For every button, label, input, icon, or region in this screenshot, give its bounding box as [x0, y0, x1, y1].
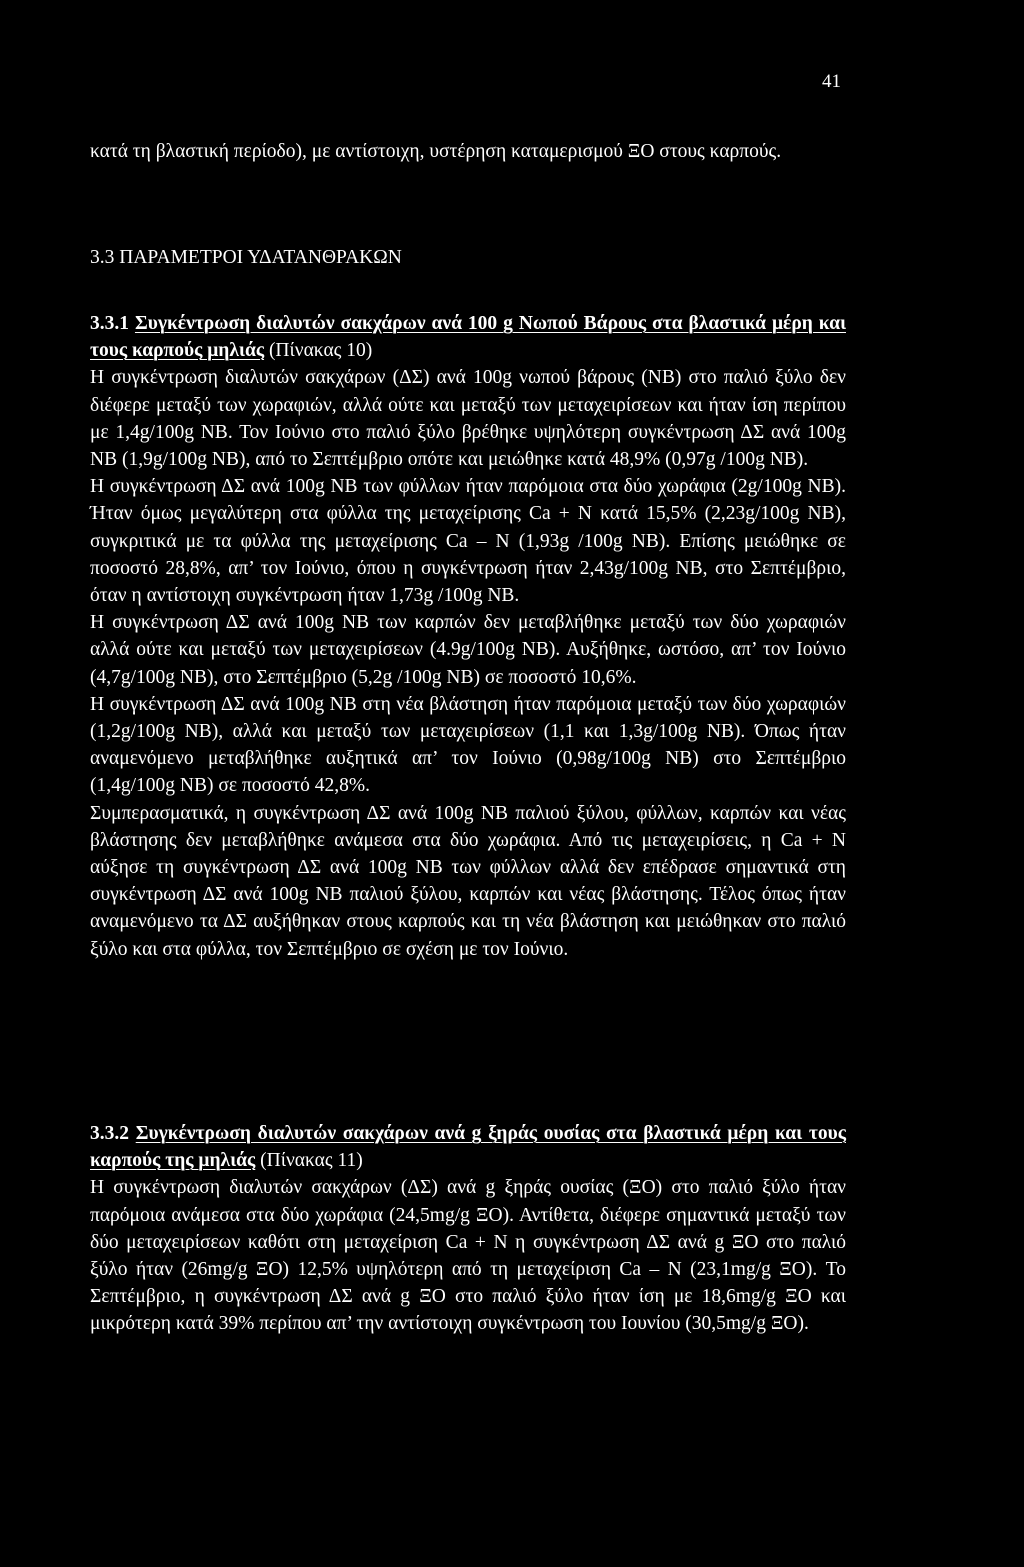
subsection-title: Συγκέντρωση διαλυτών σακχάρων ανά g ξηράς ουσίας στα βλαστικά μέρη και τους καρπούς της μηλιάς [90, 1123, 846, 1172]
table-reference: (Πίνακας 10) [268, 340, 373, 362]
section-title: 3.3 ΠΑΡΑΜΕΤΡΟΙ ΥΔΑΤΑΝΘΡΑΚΩΝ [90, 247, 402, 268]
continuation-paragraph [90, 138, 846, 165]
subsection-number: 3.3.2 [90, 1123, 129, 1144]
paragraph: Η συγκέντρωση διαλυτών σακχάρων (ΔΣ) ανά 100g νωπού βάρους (ΝΒ) στο παλιό ξύλο δεν διέφερε μεταξύ των χωραφιών, αλλά ούτε και μεταξύ των μεταχειρίσεων και ήταν ίση περίπου με 1,4g/100g ΝΒ. Τον Ιούνιο στο παλιό ξύλο βρέθηκε υψηλότερη συγκέντρωση ΔΣ ανά 100g ΝΒ (1,9g/100g ΝΒ), από το Σεπτέμβριο οπότε και μειώθηκε κατά 48,9% (0,97g /100g ΝΒ). [90, 367, 846, 471]
paragraph: Η συγκέντρωση ΔΣ ανά 100g ΝΒ στη νέα βλάστηση ήταν παρόμοια μεταξύ των δύο χωραφιών (1,2g/100g ΝΒ), αλλά και μεταξύ των μεταχειρίσεων (1,1 και 1,3g/100g ΝΒ). Όπως ήταν αναμενόμενο μεταβλήθηκε αυξητικά απ’ τον Ιούνιο (0,98g/100g ΝΒ) στο Σεπτέμβριο (1,4g/100g ΝΒ) σε ποσοστό 42,8%. [90, 693, 846, 797]
paragraph: Συμπερασματικά, η συγκέντρωση ΔΣ ανά 100g ΝΒ παλιού ξύλου, φύλλων, καρπών και νέας βλάστησης δεν μεταβλήθηκε ανάμεσα στα δύο χωράφια. Από τις μεταχειρίσεις, η Ca + N αύξησε τη συγκέντρωση ΔΣ ανά 100g ΝΒ των φύλλων αλλά δεν επέδρασε σημαντικά στη συγκέντρωση ΔΣ ανά 100g ΝΒ παλιού ξύλου, καρπών και νέας βλάστησης. Τέλος όπως ήταν αναμενόμενο τα ΔΣ αυξήθηκαν στους καρπούς και τη νέα βλάστηση και μειώθηκαν στο παλιό ξύλο και στα φύλλα, τον Σεπτέμβριο σε σχέση με τον Ιούνιο. [90, 802, 846, 960]
table-reference: (Πίνακας 11) [260, 1150, 363, 1172]
subsection-heading [90, 310, 846, 364]
subsection-heading [90, 1120, 846, 1174]
subsection-3-3-2 [90, 1120, 846, 1338]
paragraph: Η συγκέντρωση ΔΣ ανά 100g ΝΒ των φύλλων ήταν παρόμοια στα δύο χωράφια (2g/100g ΝΒ). Ήταν όμως μεγαλύτερη στα φύλλα της μεταχείρισης Ca + N κατά 15,5% (2,23g/100g ΝΒ), συγκριτικά με τα φύλλα της μεταχείρισης Ca – N (1,93g /100g ΝΒ). Επίσης μειώθηκε σε ποσοστό 28,8%, απ’ τον Ιούνιο, όπου η συγκέντρωση ήταν 2,43g/100g ΝΒ, στο Σεπτέμβριο, όταν η αντίστοιχη συγκέντρωση ήταν 1,73g /100g ΝΒ. [90, 476, 846, 607]
subsection-title: Συγκέντρωση διαλυτών σακχάρων ανά 100 g Νωπού Βάρους στα βλαστικά μέρη και τους καρπούς μηλιάς [90, 313, 846, 362]
section-heading [90, 244, 846, 271]
page-number: 41 [822, 71, 841, 92]
subsection-number: 3.3.1 [90, 313, 129, 334]
paragraph-text: κατά τη βλαστική περίοδο), με αντίστοιχη, υστέρηση καταμερισμού ΞΟ στους καρπούς. [90, 141, 782, 162]
paragraph: Η συγκέντρωση διαλυτών σακχάρων (ΔΣ) ανά g ξηράς ουσίας (ΞΟ) στο παλιό ξύλο ήταν παρόμοια ανάμεσα στα δύο χωράφια (24,5mg/g ΞΟ). Αντίθετα, διέφερε σημαντικά μεταξύ των δύο μεταχειρίσεων καθότι στη μεταχείριση Ca + N η συγκέντρωση ΔΣ ανά g ΞΟ στο παλιό ξύλο ήταν (26mg/g ΞΟ) 12,5% υψηλότερη από τη μεταχείριση Ca – N (23,1mg/g ΞΟ). Το Σεπτέμβριο, η συγκέντρωση ΔΣ ανά g ΞΟ στο παλιό ξύλο ήταν ίση με 18,6mg/g ΞΟ και μικρότερη κατά 39% περίπου απ’ την αντίστοιχη συγκέντρωση του Ιουνίου (30,5mg/g ΞΟ). [90, 1177, 846, 1335]
paragraph: Η συγκέντρωση ΔΣ ανά 100g ΝΒ των καρπών δεν μεταβλήθηκε μεταξύ των δύο χωραφιών αλλά ούτε και μεταξύ των μεταχειρίσεων (4.9g/100g ΝΒ). Αυξήθηκε, ωστόσο, απ’ τον Ιούνιο (4,7g/100g ΝΒ), στο Σεπτέμβριο (5,2g /100g ΝΒ) σε ποσοστό 10,6%. [90, 612, 846, 688]
subsection-3-3-1 [90, 310, 846, 963]
